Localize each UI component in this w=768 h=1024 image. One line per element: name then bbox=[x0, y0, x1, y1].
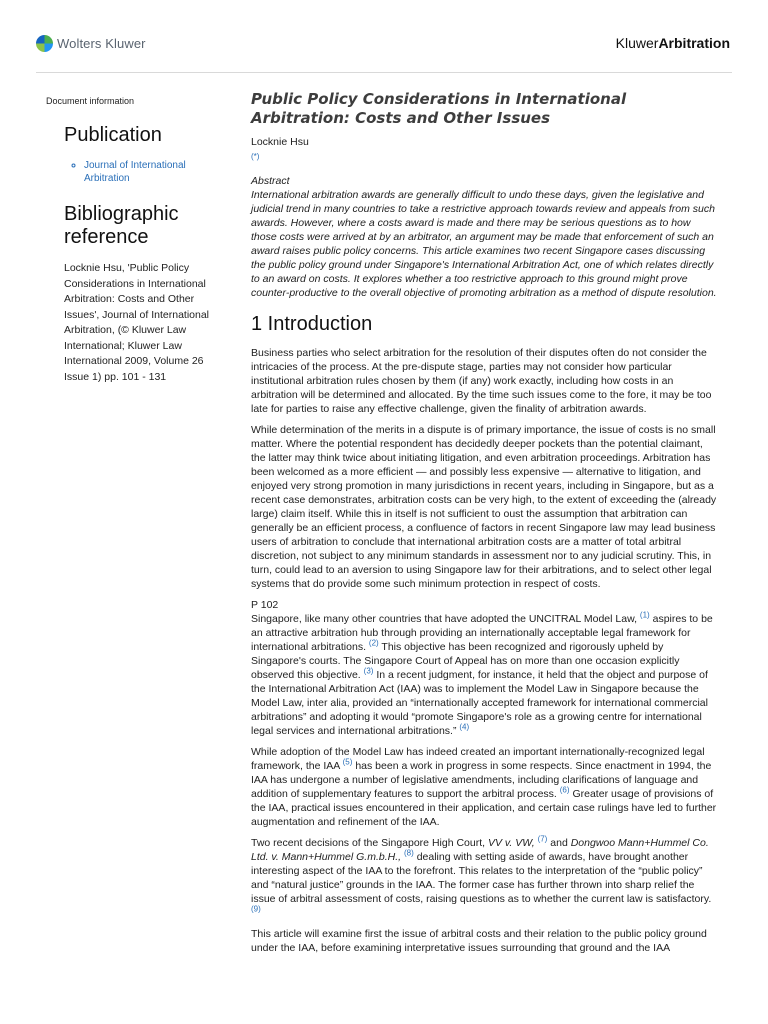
kluwer-arbitration-brand[interactable] bbox=[616, 35, 730, 51]
paragraph-1: Business parties who select arbitration for the resolution of their disputes often do not consider the intricacies of the process. At the pre-dispute stage, parties may not consider how particular institutional arbitration rules chosen by them (if any) work exactly, including how costs in an arbitration will be determined and allocated. By the time such issues come to the fore, it may be too late for parties to raise any effective challenge, given the finality of arbitration awards. bbox=[251, 347, 712, 415]
footnote-link-1[interactable]: (1) bbox=[639, 610, 650, 620]
section-heading-introduction: 1 Introduction bbox=[251, 313, 373, 335]
article-title: Public Policy Considerations in International Arbitration: Costs and Other Issues bbox=[251, 90, 627, 127]
page-header bbox=[0, 0, 768, 88]
brand-prefix: Kluwer bbox=[615, 35, 659, 51]
footnote-link-6[interactable]: (6) bbox=[559, 785, 570, 795]
case-name-dongwoo: Dongwoo Mann+Hummel Co. Ltd. v. Mann+Hummel G.m.b.H., bbox=[251, 837, 709, 863]
logo-text: Wolters Kluwer bbox=[57, 36, 146, 51]
bibliographic-reference-text: Locknie Hsu, 'Public Policy Considerations in International Arbitration: Costs and Other Issues', Journal of International Arbitration, (© Kluwer Law International; Kluwer Law International 2009, Volume 26 Issue 1) pp. 101 - 131 bbox=[64, 262, 210, 383]
footnote-link-9[interactable]: (9) bbox=[251, 904, 261, 914]
paragraph-2: While determination of the merits in a dispute is of primary importance, the issue of costs is no small matter. Where the potential respondent has decidedly deeper pockets than the potential claimant, the latter may think twice about initiating litigation, and even arbitration proceedings. Arbitration has been welcomed as a more efficient — and possibly less expensive — alternative to litigation, and enjoyed very strong promotion in many jurisdictions in recent years, including in Singapore, but as a recent case demonstrates, arbitration costs can be very high, to the extent of exceeding the (already large) claim itself. While this in itself is not sufficient to oust the assumption that arbitration can generally be an efficient process, a confluence of factors in recent Singapore law may lead business users of arbitration to conclude that international arbitration costs are a matter of total arbitral discretion, not subject to any minimum standards in assessment nor to any judicial scrutiny. This, in turn, could lead to an aversion to using Singapore law for their arbitrations, and to select other legal systems that do provide some such minimum protection in respect of costs. bbox=[251, 424, 717, 590]
case-name-vv: VV v. VW, bbox=[487, 837, 535, 849]
paragraph-4: While adoption of the Model Law has indeed created an important internationally-recognized legal framework, the IAA $^{(5)}$ has been a work in progress in some respects. Since enactment in 1994, the IAA has undergone a number of legislative amendments, including clarifications of language and addition of supplementary features to support the arbitral process. $^{(6)}$ Greater usage of provisions of the IAA, practical issues encountered in their application, and certain case rulings have led to further augmentation and refinement of the IAA. bbox=[251, 746, 717, 828]
footnote-link-2[interactable]: (2) bbox=[368, 638, 379, 648]
document-information-label: Document information bbox=[46, 96, 135, 106]
wolters-kluwer-logo[interactable] bbox=[36, 35, 146, 52]
publication-heading: Publication bbox=[64, 124, 162, 146]
publication-link[interactable]: ◦ Journal of International Arbitration bbox=[84, 159, 226, 185]
article-author: Locknie Hsu bbox=[251, 136, 309, 148]
document-info-sidebar bbox=[46, 96, 226, 385]
article-body bbox=[251, 90, 717, 962]
wolters-kluwer-logo-icon bbox=[36, 35, 53, 52]
header-divider bbox=[36, 72, 732, 73]
paragraph-3: Singapore, like many other countries that have adopted the UNCITRAL Model Law, $^{(1)}$ aspires to be an attractive arbitration hub through providing an internationally acceptable legal framework for international arbitrations. $^{(2)}$ This objective has been recognized and rigorously upheld by Singapore's courts. The Singapore Court of Appeal has on more than one occasion explicitly observed this objective. $^{(3)}$ In a recent judgment, for instance, it held that the object and purpose of the International Arbitration Act (IAA) was to implement the Model Law in Singapore because the Model Law, inter alia, provided an “internationally accepted framework for international commercial arbitrations” and adopting it would “promote Singapore's role as a growing centre for international legal services and international arbitrations.” $^{(4)}$ bbox=[251, 610, 713, 737]
footnote-link-8[interactable]: (8) bbox=[403, 848, 414, 858]
bibliographic-reference-heading: Bibliographic reference bbox=[64, 203, 179, 248]
paragraph-6: This article will examine first the issue of arbitral costs and their relation to the public policy ground under the IAA, before examining interpretative issues surrounding that ground and the IAA bbox=[251, 928, 707, 954]
paragraph-5: Two recent decisions of the Singapore High Court, VV v. VW, $^{(7)}$ and Dongwoo Mann+Hummel Co. Ltd. v. Mann+Hummel G.m.b.H., $^{(8)}$ dealing with setting aside of awards, have brought another interesting aspect of the IAA to the forefront. This relates to the interpretation of the “public policy” and “natural justice” grounds in the IAA. The former case has further thrown into sharp relief the issue of arbitral assessment of costs, raising questions as to whether the current law is satisfactory. $^{(9)}$ bbox=[251, 834, 712, 914]
page-marker: P 102 bbox=[251, 599, 279, 611]
footnote-link-3[interactable]: (3) bbox=[363, 666, 374, 676]
brand-bold: Arbitration bbox=[658, 35, 730, 51]
abstract-text: International arbitration awards are generally difficult to undo these days, given the legislative and judicial trend in many countries to take a restrictive approach towards review and appeals from such awards. However, where a costs award is made and there may be serious questions as to how those costs were arrived at by an arbitrator, an argument may be made that enforcement of such an award raises public policy concerns. This article examines two recent Singapore cases discussing the public policy ground under Singapore's International Arbitration Act, one of which relates directly to an award on costs. It explores whether a too restrictive approach to this ground might prove counter-productive to the overall objective of promoting arbitration as a method of dispute resolution. bbox=[251, 189, 717, 299]
publication-list bbox=[64, 159, 226, 185]
footnote-link-7[interactable]: (7) bbox=[537, 834, 548, 844]
author-footnote-link[interactable]: (*) bbox=[251, 152, 260, 161]
footnote-link-5[interactable]: (5) bbox=[342, 757, 353, 767]
footnote-link-4[interactable]: (4) bbox=[459, 722, 470, 732]
abstract-heading: Abstract bbox=[251, 175, 290, 187]
